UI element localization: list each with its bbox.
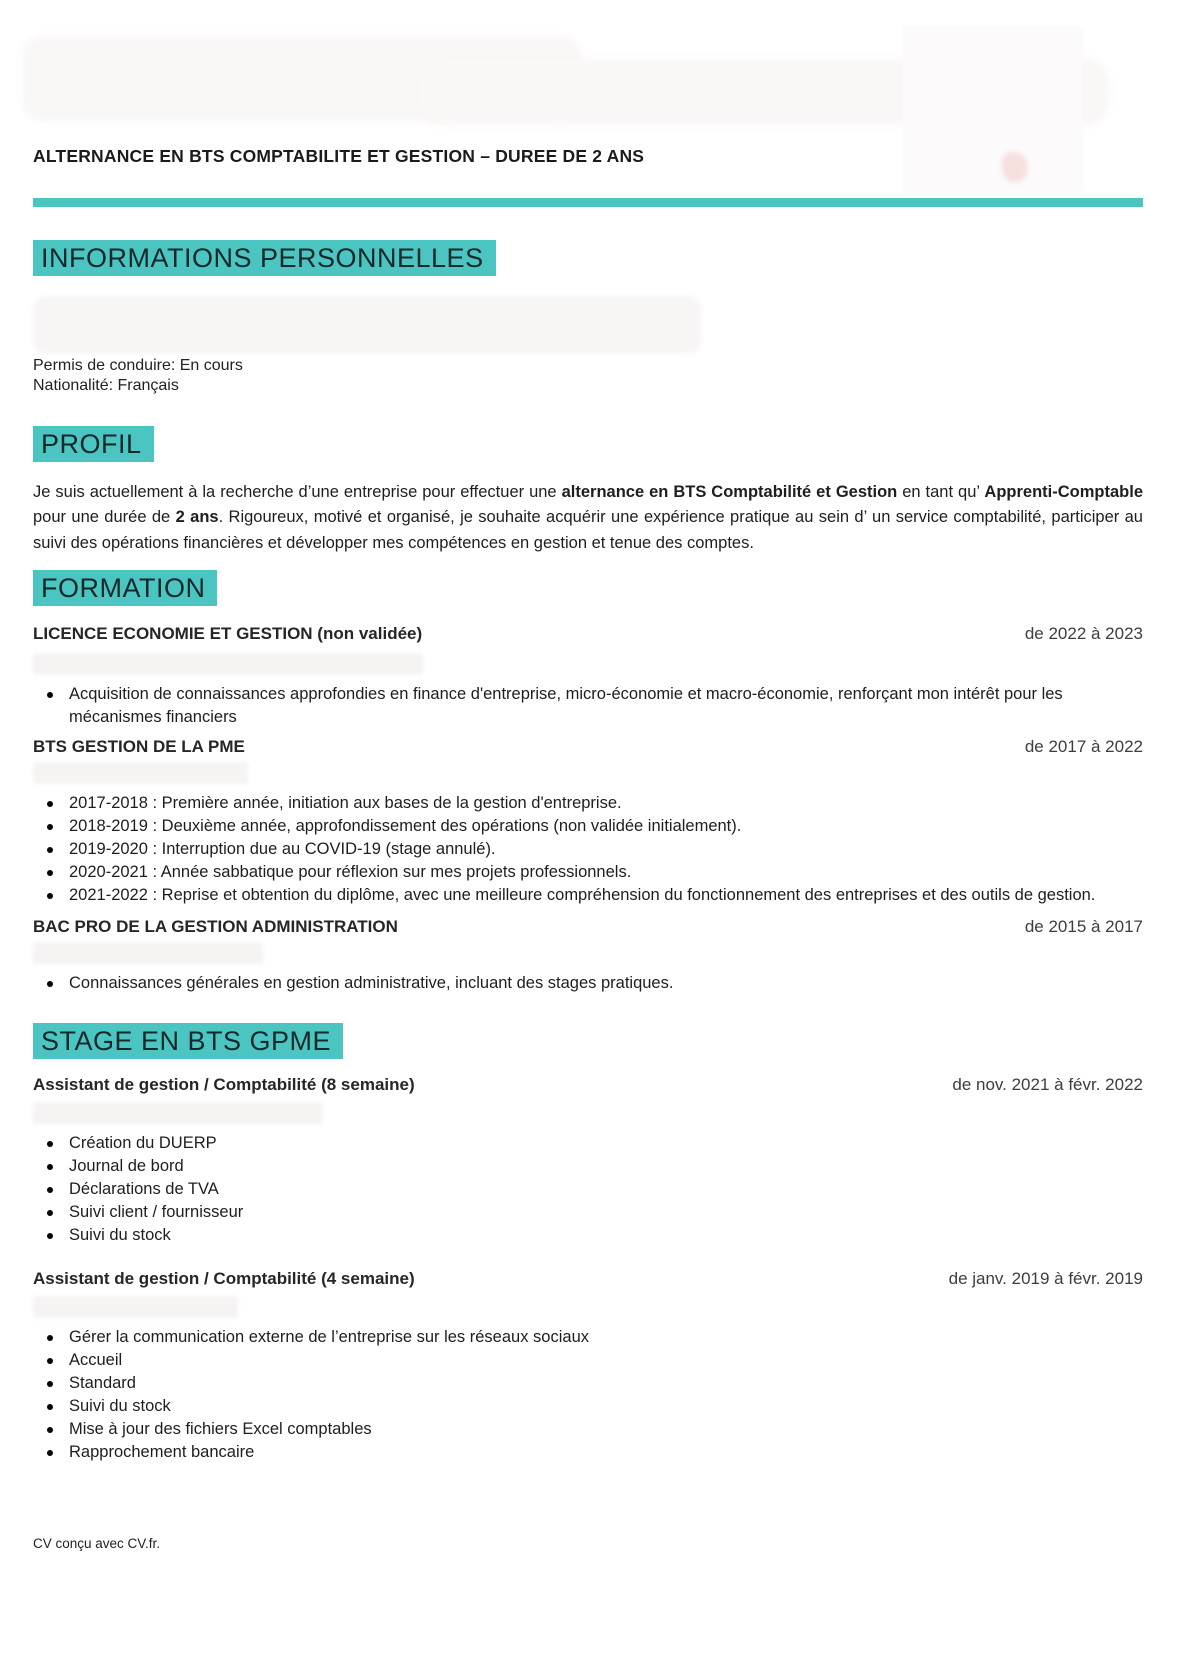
bullet-item: 2017-2018 : Première année, initiation aux bases de la gestion d'entreprise.	[33, 792, 1143, 815]
bullet-item: Suivi du stock	[33, 1224, 1143, 1247]
entry-title: Assistant de gestion / Comptabilité (4 semaine)	[33, 1269, 415, 1289]
section-heading-informations-personnelles: INFORMATIONS PERSONNELLES	[33, 240, 496, 276]
bullet-item: 2021-2022 : Reprise et obtention du diplôme, avec une meilleure compréhension du fonctionnement des entreprises et des outils de gestion.	[33, 884, 1143, 907]
personal-info-line-permis: Permis de conduire: En cours	[33, 357, 243, 374]
bullet-item: Création du DUERP	[33, 1132, 1143, 1155]
entry-date: de 2015 à 2017	[1024, 917, 1143, 937]
profile-text-segment: pour une durée de	[33, 508, 176, 527]
entry-title: BTS GESTION DE LA PME	[33, 737, 245, 757]
bullet-item: Mise à jour des fichiers Excel comptables	[33, 1418, 1143, 1441]
redacted-company	[33, 1296, 238, 1318]
entry-date: de janv. 2019 à févr. 2019	[948, 1269, 1143, 1289]
bullet-item: Suivi du stock	[33, 1395, 1143, 1418]
profile-text-bold: 2 ans	[175, 508, 219, 527]
profile-text-segment: . Rigoureux, motivé et organisé, je souhaite acquérir une expérience pratique au sein d’ un service comptabilité, participer au suivi des opérations financières et développer mes compétences en gestion et tenue des comptes.	[33, 508, 1143, 552]
bullet-item: 2018-2019 : Deuxième année, approfondissement des opérations (non validée initialement).	[33, 815, 1143, 838]
section-heading-profil: PROFIL	[33, 426, 154, 462]
entry-title: Assistant de gestion / Comptabilité (8 semaine)	[33, 1075, 415, 1095]
section-heading-formation: FORMATION	[33, 570, 217, 606]
bullet-item: Rapprochement bancaire	[33, 1441, 1143, 1464]
entry-title: LICENCE ECONOMIE ET GESTION (non validée)	[33, 624, 423, 644]
bullet-item: Journal de bord	[33, 1155, 1143, 1178]
experience-entry-header	[33, 1269, 1143, 1288]
redacted-company	[33, 1102, 323, 1124]
profile-text-segment: Je suis actuellement à la recherche d’une entreprise pour effectuer une	[33, 483, 562, 501]
education-bullets	[33, 972, 1143, 995]
education-bullets	[33, 792, 1143, 907]
bullet-item: Acquisition de connaissances approfondies en finance d'entreprise, micro-économie et macro-économie, renforçant mon intérêt pour les mécanismes financiers	[33, 683, 1143, 729]
experience-bullets	[33, 1326, 1143, 1464]
redacted-institution	[33, 942, 263, 964]
profile-text-bold: Apprenti-Comptable	[984, 483, 1144, 501]
redacted-contact-details	[33, 296, 701, 354]
entry-date: de 2022 à 2023	[1024, 624, 1143, 644]
personal-info-line-nationalite: Nationalité: Français	[33, 377, 179, 394]
section-heading-stage: STAGE EN BTS GPME	[33, 1023, 343, 1059]
redacted-photo-area	[903, 26, 1083, 192]
education-entry-header	[33, 624, 1143, 643]
bullet-item: Standard	[33, 1372, 1143, 1395]
redacted-photo-mark	[1002, 152, 1028, 182]
footer-note: CV conçu avec CV.fr.	[33, 1536, 161, 1551]
profile-paragraph	[33, 480, 1143, 556]
education-entry-header	[33, 917, 1143, 936]
bullet-item: Gérer la communication externe de l’entreprise sur les réseaux sociaux	[33, 1326, 1143, 1349]
entry-date: de nov. 2021 à févr. 2022	[952, 1075, 1143, 1095]
bullet-item: Déclarations de TVA	[33, 1178, 1143, 1201]
bullet-item: 2019-2020 : Interruption due au COVID-19 (stage annulé).	[33, 838, 1143, 861]
section-divider	[33, 198, 1143, 207]
bullet-item: Accueil	[33, 1349, 1143, 1372]
education-entry-header	[33, 737, 1143, 756]
education-bullets	[33, 683, 1143, 729]
experience-bullets	[33, 1132, 1143, 1247]
bullet-item: 2020-2021 : Année sabbatique pour réflexion sur mes projets professionnels.	[33, 861, 1143, 884]
cv-title: ALTERNANCE EN BTS COMPTABILITE ET GESTION – DUREE DE 2 ANS	[33, 146, 645, 166]
bullet-item: Connaissances générales en gestion administrative, incluant des stages pratiques.	[33, 972, 1143, 995]
profile-text-segment: en tant qu’	[897, 483, 985, 501]
redacted-institution	[33, 762, 248, 784]
entry-title: BAC PRO DE LA GESTION ADMINISTRATION	[33, 917, 398, 937]
entry-date: de 2017 à 2022	[1024, 737, 1143, 757]
redacted-institution	[33, 653, 423, 675]
profile-text-bold: alternance en BTS Comptabilité et Gestion	[561, 483, 898, 501]
bullet-item: Suivi client / fournisseur	[33, 1201, 1143, 1224]
experience-entry-header	[33, 1075, 1143, 1094]
